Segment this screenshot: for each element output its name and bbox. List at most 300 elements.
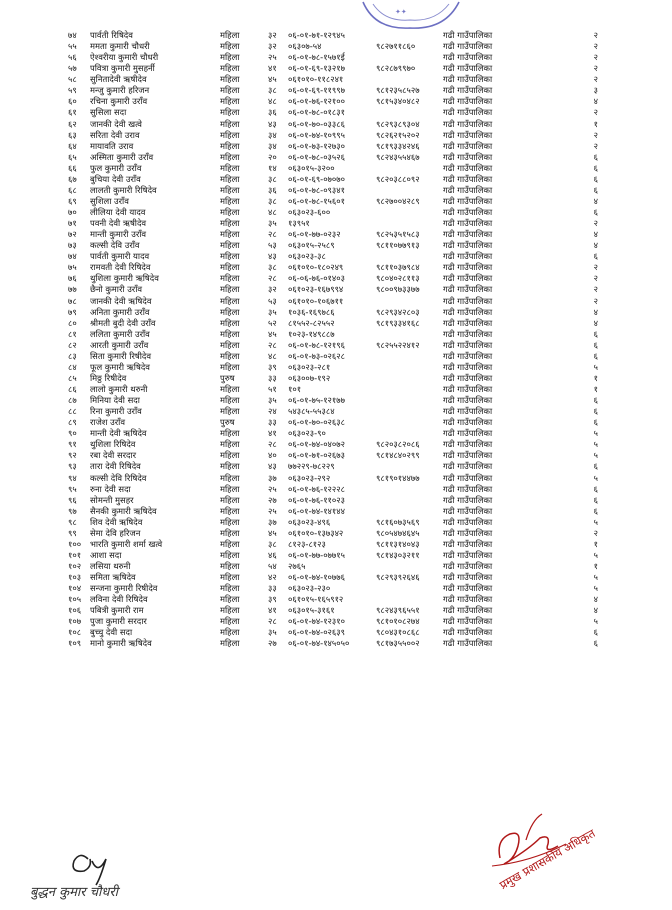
cell-age: ३४ — [268, 129, 277, 140]
cell-ward: ५ — [593, 616, 598, 627]
cell-no: ७५ — [68, 262, 77, 273]
cell-reg: ०६३०२३-६०० — [288, 207, 331, 217]
cell-no: १०६ — [68, 605, 82, 616]
cell-name: मान्ती कुमारी उराँव — [90, 229, 147, 240]
cell-no: १०१ — [68, 549, 82, 560]
cell-ward: ५ — [593, 428, 598, 439]
cell-gender: महिला — [220, 30, 240, 40]
cell-ward: ४ — [593, 96, 598, 107]
cell-ward: ५ — [593, 450, 598, 461]
cell-name: रबा देवी सरदार — [90, 450, 137, 461]
cell-name: थुशिला कुमारी ऋषिदेव — [90, 273, 159, 284]
cell-name: सिता कुमारी रिषीदेव — [90, 350, 152, 361]
cell-name: मिनिया देवी सदा — [90, 395, 140, 406]
cell-gender: महिला — [220, 472, 240, 483]
cell-name: बुच्चु देवी सदा — [90, 627, 133, 638]
cell-age: ३२ — [268, 30, 277, 40]
cell-name: अनिता कुमारी उराँव — [90, 306, 150, 317]
cell-no: ८० — [68, 317, 77, 328]
cell-phone: ९८२७००४२८९ — [376, 195, 420, 206]
cell-ward: २ — [593, 273, 598, 284]
cell-reg: १३९५१ — [288, 218, 310, 229]
cell-name: श्रीमती बुदी देवी उराँव — [90, 317, 156, 328]
cell-age: ३९ — [268, 361, 277, 372]
cell-ward: २ — [593, 107, 598, 118]
cell-ward: २ — [593, 140, 598, 151]
cell-gender: महिला — [220, 118, 240, 129]
cell-place: गढी गाउँपालिका — [443, 428, 493, 439]
cell-no: ५६ — [68, 52, 77, 63]
cell-place: गढी गाउँपालिका — [443, 516, 493, 527]
cell-age: ४० — [268, 450, 277, 461]
table-row — [0, 528, 672, 539]
cell-phone: ९८१९३३४२४६ — [376, 140, 420, 151]
cell-ward: २ — [593, 527, 598, 538]
table-row — [0, 163, 672, 174]
cell-name: सरिता देवी उराव — [90, 129, 140, 140]
cell-name: राजेश उराँव — [90, 417, 126, 428]
cell-phone: ९८२९३८९३०४ — [376, 118, 420, 129]
cell-phone: ९८१२३५८५२७ — [376, 85, 420, 96]
cell-gender: महिला — [220, 207, 240, 217]
cell-no: ६६ — [68, 162, 77, 173]
cell-age: ३६ — [268, 184, 277, 195]
table-row — [0, 30, 672, 41]
cell-name: आशा सदा — [90, 549, 122, 560]
cell-reg: ०६१०१०-११८२४१ — [288, 74, 344, 85]
cell-place: गढी गाउँपालिका — [443, 240, 493, 251]
cell-ward: ५ — [593, 361, 598, 372]
cell-ward: ५ — [593, 549, 598, 560]
cell-ward: २ — [593, 63, 598, 74]
cell-age: ४५ — [268, 328, 277, 339]
table-row — [0, 119, 672, 130]
cell-name: फूल कुमारी ऋषिदेव — [90, 361, 150, 372]
cell-place: गढी गाउँपालिका — [443, 52, 493, 63]
cell-gender: महिला — [220, 361, 240, 372]
cell-ward: १ — [593, 118, 598, 129]
cell-age: ३२ — [268, 41, 277, 52]
cell-name: पवनी देवी ऋषीदेव — [90, 218, 147, 229]
cell-ward: ६ — [593, 151, 598, 162]
cell-ward: २ — [593, 41, 598, 52]
cell-no: ६२ — [68, 118, 77, 129]
cell-reg: ०६-०१-७१-१२९४५ — [288, 30, 345, 40]
cell-no: ९५ — [68, 483, 77, 494]
cell-no: ८१ — [68, 328, 77, 339]
cell-place: गढी गाउँपालिका — [443, 30, 493, 40]
cell-name: मानो कुमारी ऋषिदेव — [90, 638, 152, 649]
cell-age: ४८ — [268, 96, 277, 107]
table-row — [0, 550, 672, 561]
cell-age: २८ — [268, 616, 277, 627]
cell-place: गढी गाउँपालिका — [443, 361, 493, 372]
table-row — [0, 517, 672, 528]
cell-no: ७८ — [68, 295, 77, 306]
cell-reg: ०६-०१-७४-१४५०५० — [288, 638, 350, 649]
cell-gender: महिला — [220, 328, 240, 339]
cell-no: ७१ — [68, 218, 77, 229]
cell-ward: ६ — [593, 395, 598, 406]
cell-age: ३९ — [268, 594, 277, 605]
table-row — [0, 207, 672, 218]
cell-phone: ९८२९३९२६४६ — [376, 572, 420, 583]
cell-reg: ०६-०१-६९-१३२१७ — [288, 63, 345, 74]
table-row — [0, 384, 672, 395]
cell-reg: ०६३०१५-२५८९ — [288, 240, 335, 251]
table-row — [0, 152, 672, 163]
table-row — [0, 495, 672, 506]
cell-name: रचिना कुमारी उराँव — [90, 96, 148, 107]
cell-ward: ६ — [593, 339, 598, 350]
cell-phone: ९८१४३०३२११ — [376, 549, 420, 560]
cell-gender: पुरुष — [220, 372, 235, 383]
cell-ward: ५ — [593, 472, 598, 483]
cell-phone: ९८०४०२८११३ — [376, 273, 420, 284]
cell-place: गढी गाउँपालिका — [443, 583, 493, 594]
cell-age: ५२ — [268, 317, 277, 328]
cell-reg: ०६-०१-७८-०९३४१ — [288, 184, 345, 195]
cell-no: ६३ — [68, 129, 77, 140]
cell-name: सेमा देवि हरिजन — [90, 527, 141, 538]
cell-gender: महिला — [220, 384, 240, 394]
cell-place: गढी गाउँपालिका — [443, 395, 493, 406]
cell-gender: महिला — [220, 229, 240, 240]
cell-gender: महिला — [220, 572, 240, 583]
cell-age: ४५ — [268, 74, 277, 85]
cell-gender: महिला — [220, 184, 240, 195]
cell-phone: ९८११३१४०४३ — [376, 538, 420, 549]
cell-name: ललिता कुमारी उराँव — [90, 328, 150, 339]
cell-name: ममता कुमारी चौधरी — [90, 41, 150, 52]
cell-age: २८ — [268, 273, 277, 284]
cell-gender: महिला — [220, 638, 240, 649]
table-row — [0, 52, 672, 63]
cell-place: गढी गाउँपालिका — [443, 184, 493, 195]
cell-no: ९० — [68, 428, 77, 439]
cell-ward: १ — [593, 561, 598, 571]
table-row — [0, 461, 672, 472]
cell-age: ३७ — [268, 472, 277, 483]
cell-age: ३४ — [268, 140, 277, 151]
cell-age: ४५ — [268, 527, 277, 538]
cell-gender: महिला — [220, 627, 240, 638]
cell-reg: ०६१०१०-१३७३४२ — [288, 527, 344, 538]
cell-reg: ५४३८५-५५३८४ — [288, 406, 335, 417]
cell-age: ४३ — [268, 118, 277, 129]
cell-no: ६८ — [68, 184, 77, 195]
cell-reg: ०६-०१-७४-१२३१० — [288, 616, 345, 627]
cell-name: जानकी देवी खत्वे — [90, 118, 142, 129]
cell-reg: ०६-०१-७१-०२६७३ — [288, 450, 345, 461]
cell-phone: ९८१९३३४१६८ — [376, 317, 420, 328]
cell-reg: ०६३००७-१९२ — [288, 372, 331, 383]
cell-no: १०९ — [68, 638, 82, 649]
cell-name: जानकी देवी ऋषिदेव — [90, 295, 152, 306]
cell-place: गढी गाउँपालिका — [443, 262, 493, 273]
cell-reg: ०६-०१-७५-१२१७७ — [288, 395, 345, 406]
cell-ward: २ — [593, 295, 598, 306]
cell-no: ६५ — [68, 151, 77, 162]
cell-reg: ०६-०१-७०-०३३८६ — [288, 118, 345, 129]
cell-name: लीलिया देवी यादव — [90, 207, 146, 217]
cell-place: गढी गाउँपालिका — [443, 572, 493, 583]
cell-gender: महिला — [220, 306, 240, 317]
cell-age: २० — [268, 151, 277, 162]
table-row — [0, 484, 672, 495]
cell-name: सुशिला उराँव — [90, 195, 129, 206]
cell-gender: महिला — [220, 240, 240, 251]
table-row — [0, 240, 672, 251]
cell-place: गढी गाउँपालिका — [443, 85, 493, 96]
cell-reg: ०६-०१-७७-०२३२ — [288, 229, 341, 240]
cell-phone: ९८२५५२२४१२ — [376, 339, 420, 350]
table-row — [0, 638, 672, 649]
cell-place: गढी गाउँपालिका — [443, 218, 493, 229]
cell-gender: महिला — [220, 527, 240, 538]
cell-no: ७२ — [68, 229, 77, 240]
cell-age: ३२ — [268, 284, 277, 295]
cell-gender: महिला — [220, 461, 240, 472]
table-row — [0, 284, 672, 295]
cell-gender: महिला — [220, 339, 240, 350]
table-row — [0, 583, 672, 594]
table-row — [0, 594, 672, 605]
cell-place: गढी गाउँपालिका — [443, 472, 493, 483]
cell-place: गढी गाउँपालिका — [443, 173, 493, 184]
cell-place: गढी गाउँपालिका — [443, 251, 493, 262]
table-row — [0, 296, 672, 307]
cell-gender: महिला — [220, 428, 240, 439]
cell-ward: ६ — [593, 505, 598, 516]
cell-ward: २ — [593, 284, 598, 295]
cell-phone: ९८१९०१४४७७ — [376, 472, 420, 483]
cell-name: सैनकी कुमारी ऋषिदेव — [90, 505, 157, 516]
cell-no: ८५ — [68, 372, 77, 383]
cell-place: गढी गाउँपालिका — [443, 41, 493, 52]
cell-name: समिता ऋषिदेव — [90, 572, 136, 583]
cell-name: लालती कुमारी रिषिदेव — [90, 184, 157, 195]
cell-place: गढी गाउँपालिका — [443, 505, 493, 516]
cell-gender: महिला — [220, 85, 240, 96]
cell-place: गढी गाउँपालिका — [443, 627, 493, 638]
cell-no: ८८ — [68, 406, 77, 417]
cell-gender: महिला — [220, 284, 240, 295]
cell-reg: ०६३०२३-२३० — [288, 583, 331, 594]
table-row — [0, 473, 672, 484]
table-row — [0, 395, 672, 406]
cell-no: ७० — [68, 207, 77, 217]
table-row — [0, 605, 672, 616]
cell-reg: ०६३०२३-३८ — [288, 251, 326, 262]
cell-name: अस्मिता कुमारी उराँव — [90, 151, 154, 162]
office-title: प्रमुख प्रशासकीय अधिकृत — [497, 826, 598, 893]
cell-age: ३३ — [268, 417, 277, 428]
cell-phone: ९८२४३९६५५१ — [376, 605, 420, 616]
cell-no: १०८ — [68, 627, 82, 638]
cell-gender: पुरुष — [220, 417, 235, 428]
cell-reg: ८१५५२-८२५५२ — [288, 317, 335, 328]
cell-age: ४२ — [268, 572, 277, 583]
table-row — [0, 130, 672, 141]
cell-ward: १ — [593, 538, 598, 549]
cell-no: ६४ — [68, 140, 77, 151]
table-row — [0, 428, 672, 439]
cell-reg: ०६-०१-७६-११०२३ — [288, 494, 345, 505]
cell-no: १०७ — [68, 616, 82, 627]
cell-place: गढी गाउँपालिका — [443, 605, 493, 616]
cell-gender: महिला — [220, 162, 240, 173]
table-row — [0, 85, 672, 96]
cell-gender: महिला — [220, 439, 240, 450]
cell-age: २४ — [268, 406, 277, 417]
cell-name: सुनितादेवी ऋषीदेव — [90, 74, 147, 85]
cell-gender: महिला — [220, 52, 240, 63]
cell-no: १०४ — [68, 583, 82, 594]
cell-name: पवित्रा कुमारी मुसहर्नी — [90, 63, 155, 74]
table-row — [0, 218, 672, 229]
cell-reg: ०६१०१०-१८०२४९ — [288, 262, 344, 273]
cell-place: गढी गाउँपालिका — [443, 140, 493, 151]
cell-age: ३३ — [268, 583, 277, 594]
cell-age: ३६ — [268, 107, 277, 118]
cell-gender: महिला — [220, 218, 240, 229]
cell-age: २७ — [268, 494, 277, 505]
cell-no: ७४ — [68, 30, 77, 40]
table-row — [0, 627, 672, 638]
cell-name: लविना देवी रिषिदेव — [90, 594, 148, 605]
cell-age: ५१ — [268, 384, 277, 394]
cell-name: रुना देवी सदा — [90, 483, 131, 494]
cell-gender: महिला — [220, 583, 240, 594]
cell-ward: ६ — [593, 207, 598, 217]
cell-name: तारा देवी रिषिदेव — [90, 461, 141, 472]
cell-ward: ४ — [593, 229, 598, 240]
cell-place: गढी गाउँपालिका — [443, 561, 493, 571]
cell-place: गढी गाउँपालिका — [443, 129, 493, 140]
cell-ward: ६ — [593, 627, 598, 638]
cell-gender: महिला — [220, 395, 240, 406]
table-row — [0, 616, 672, 627]
table-row — [0, 318, 672, 329]
table-row — [0, 185, 672, 196]
cell-ward: ४ — [593, 605, 598, 616]
cell-ward: ६ — [593, 350, 598, 361]
cell-age: ३८ — [268, 262, 277, 273]
cell-ward: ५ — [593, 516, 598, 527]
cell-no: ५७ — [68, 63, 77, 74]
cell-name: मिठ्ठ रिषीदेव — [90, 372, 127, 383]
table-row — [0, 572, 672, 583]
cell-ward: ६ — [593, 417, 598, 428]
cell-name: मान्ती देवी ऋषिदेव — [90, 428, 147, 439]
cell-ward: २ — [593, 218, 598, 229]
signatory-name: बुद्धन कुमार चौधरी — [30, 885, 119, 900]
cell-no: ९२ — [68, 450, 77, 461]
cell-place: गढी गाउँपालिका — [443, 372, 493, 383]
cell-place: गढी गाउँपालिका — [443, 295, 493, 306]
cell-age: ३८ — [268, 538, 277, 549]
cell-gender: महिला — [220, 96, 240, 107]
cell-place: गढी गाउँपालिका — [443, 229, 493, 240]
cell-place: गढी गाउँपालिका — [443, 616, 493, 627]
cell-reg: ०६३०२३-२९२ — [288, 472, 331, 483]
table-row — [0, 196, 672, 207]
cell-age: ४३ — [268, 251, 277, 262]
cell-place: गढी गाउँपालिका — [443, 96, 493, 107]
table-row — [0, 539, 672, 550]
cell-ward: ६ — [593, 328, 598, 339]
cell-name: छैनो कुमारी उराँव — [90, 284, 143, 295]
cell-place: गढी गाउँपालिका — [443, 549, 493, 560]
table-row — [0, 417, 672, 428]
cell-gender: महिला — [220, 317, 240, 328]
cell-reg: ७७२२९-७८२२९ — [288, 461, 335, 472]
cell-age: ४१ — [268, 605, 277, 616]
cell-no: ९८ — [68, 516, 77, 527]
cell-place: गढी गाउँपालिका — [443, 317, 493, 328]
cell-name: लालो कुमारी थरुनी — [90, 384, 148, 394]
cell-ward: २ — [593, 52, 598, 63]
cell-phone: ९८२४३५५४६७ — [376, 151, 420, 162]
cell-phone: ९८००९७३३७७ — [376, 284, 420, 295]
cell-no: ८३ — [68, 350, 77, 361]
cell-no: ९३ — [68, 461, 77, 472]
cell-age: ३८ — [268, 195, 277, 206]
cell-age: ४१ — [268, 63, 277, 74]
cell-age: ४८ — [268, 207, 277, 217]
cell-ward: ४ — [593, 306, 598, 317]
table-row — [0, 273, 672, 284]
cell-name: मायावति उराव — [90, 140, 134, 151]
cell-no: ९९ — [68, 527, 77, 538]
cell-gender: महिला — [220, 173, 240, 184]
cell-reg: ०६-०६-७६-०१४०३ — [288, 273, 345, 284]
cell-place: गढी गाउँपालिका — [443, 494, 493, 505]
cell-no: ७६ — [68, 273, 77, 284]
cell-gender: महिला — [220, 273, 240, 284]
cell-gender: महिला — [220, 549, 240, 560]
cell-place: गढी गाउँपालिका — [443, 328, 493, 339]
cell-reg: ०६१०२३-१६७९९४ — [288, 284, 344, 295]
cell-place: गढी गाउँपालिका — [443, 527, 493, 538]
cell-age: ४६ — [268, 549, 277, 560]
cell-place: गढी गाउँपालिका — [443, 538, 493, 549]
cell-reg: ०६-०१-७८-१५७१ई — [288, 52, 345, 63]
cell-ward: २ — [593, 129, 598, 140]
cell-reg: १०३६-१६९७८६ — [288, 306, 335, 317]
cell-phone: ९८०४३१०८६८ — [376, 627, 420, 638]
cell-place: गढी गाउँपालिका — [443, 306, 493, 317]
cell-ward: ४ — [593, 594, 598, 605]
cell-phone: ९८०५४७४६४५ — [376, 527, 420, 538]
cell-ward: १ — [593, 372, 598, 383]
cell-place: गढी गाउँपालिका — [443, 207, 493, 217]
cell-no: १०३ — [68, 572, 82, 583]
cell-place: गढी गाउँपालिका — [443, 273, 493, 284]
cell-ward: ४ — [593, 240, 598, 251]
cell-reg: ०६३०१५-३१६१ — [288, 605, 335, 616]
cell-phone: ९८२०३८२०८६ — [376, 439, 420, 450]
cell-no: ५८ — [68, 74, 77, 85]
cell-place: गढी गाउँपालिका — [443, 63, 493, 74]
cell-age: १४ — [268, 162, 277, 173]
cell-no: ६७ — [68, 173, 77, 184]
cell-phone: ९८२५३५१५८३ — [376, 229, 420, 240]
cell-reg: ०६-०१-७०-०२६३८ — [288, 417, 345, 428]
cell-ward: ६ — [593, 638, 598, 649]
table-row — [0, 373, 672, 384]
